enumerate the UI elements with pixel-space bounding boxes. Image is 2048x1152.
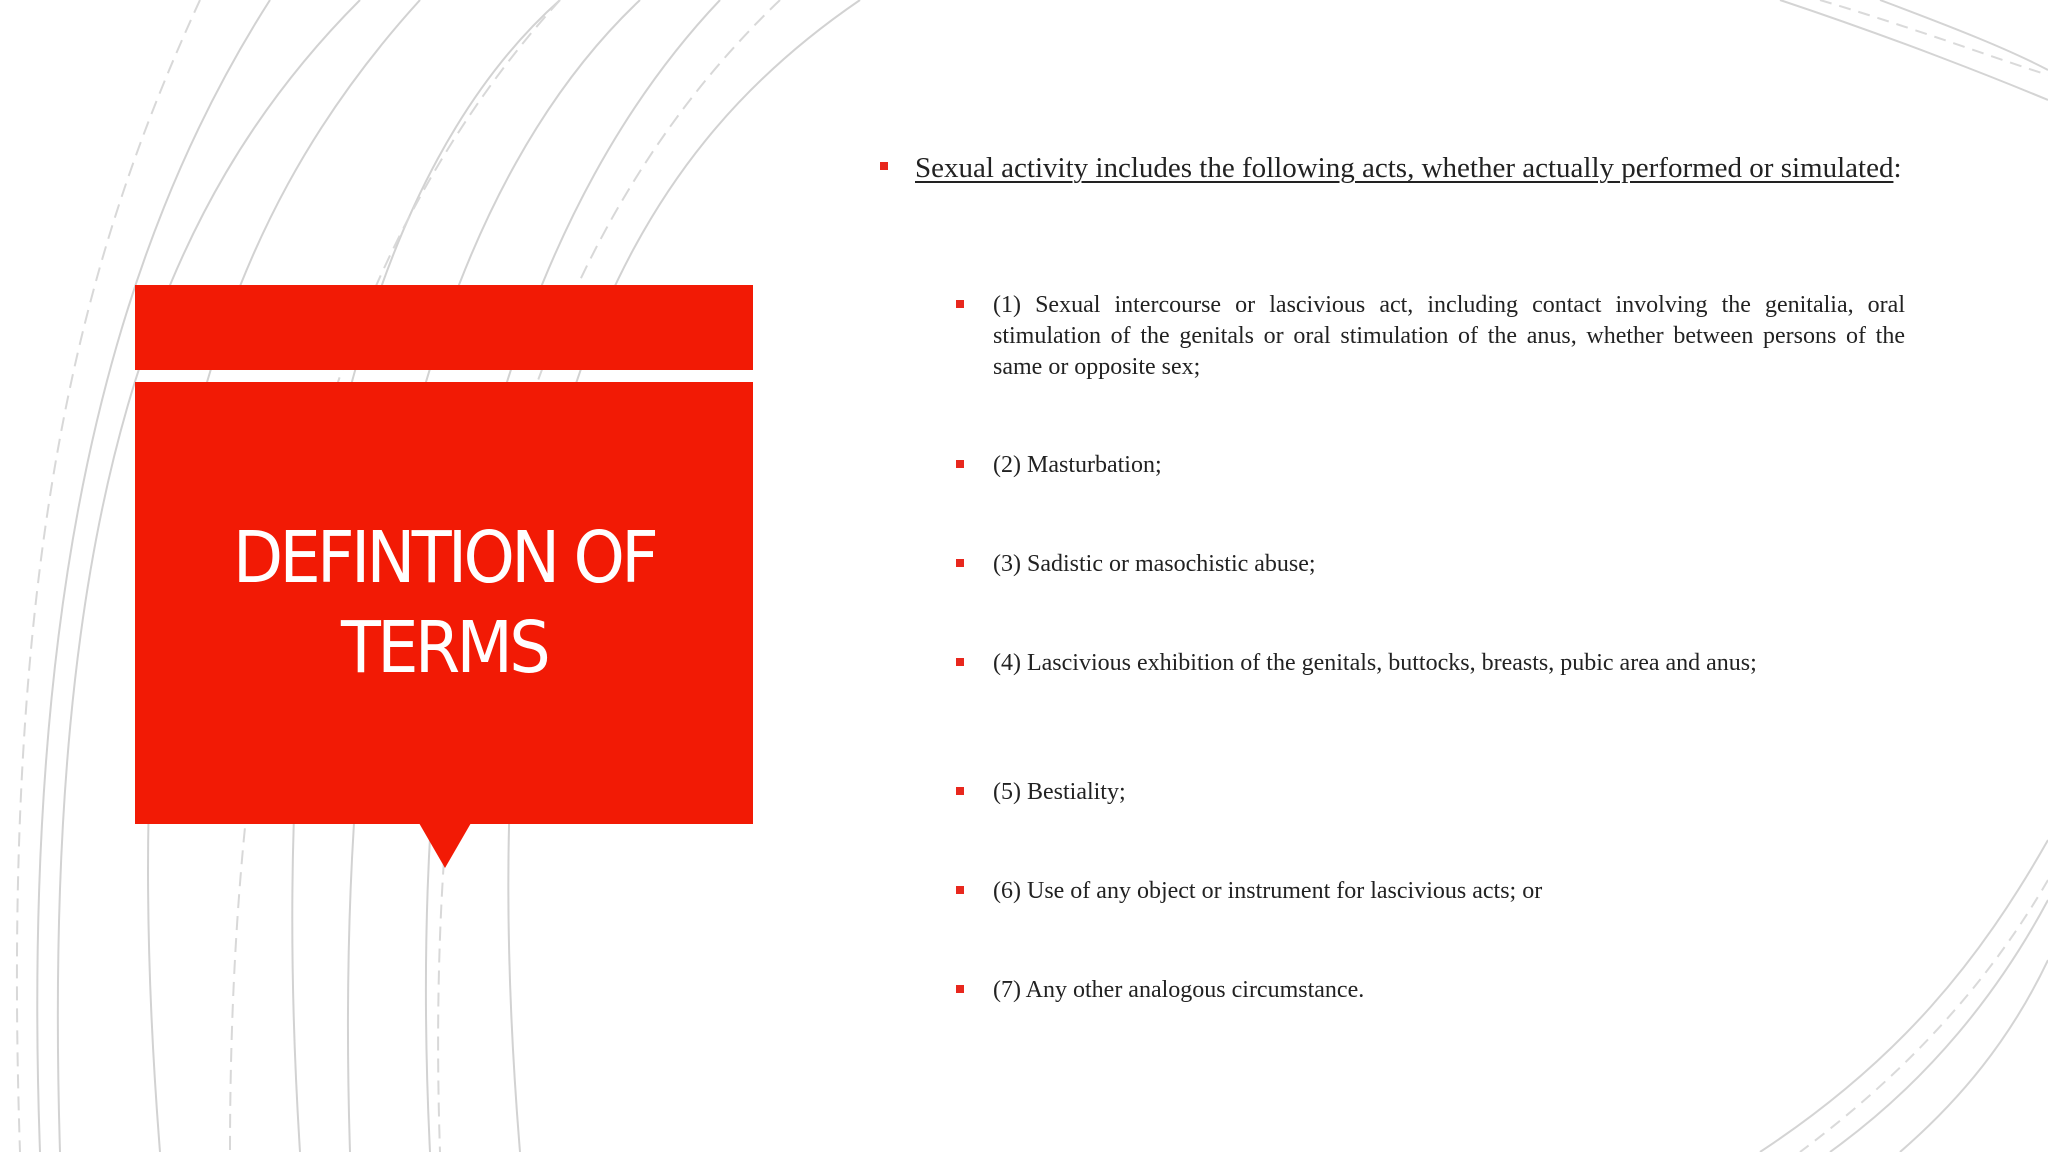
- lead-underlined-text: Sexual activity includes the following acts, whether actually performed or simulated: [915, 152, 1894, 184]
- list-item: (6) Use of any object or instrument for lascivious acts; or: [993, 878, 1543, 904]
- list-item: (4) Lascivious exhibition of the genitals, buttocks, breasts, pubic area and anus;: [993, 650, 1757, 676]
- square-bullet-icon: [956, 460, 964, 468]
- square-bullet-icon: [956, 300, 964, 308]
- list-item: (7) Any other analogous circumstance.: [993, 977, 1365, 1003]
- square-bullet-icon: [956, 787, 964, 795]
- lead-paragraph: [915, 150, 1905, 186]
- square-bullet-icon: [956, 559, 964, 567]
- square-bullet-icon: [956, 658, 964, 666]
- list-item: (1) Sexual intercourse or lascivious act, including contact involving the genitalia, oral stimulation of the genitals or oral stimulation of the anus, whether between persons of the same or opposite sex;: [993, 292, 1905, 380]
- slide-title: DEFINTION OF TERMS: [232, 516, 656, 689]
- list-item: (3) Sadistic or masochistic abuse;: [993, 551, 1316, 577]
- square-bullet-icon: [880, 162, 888, 170]
- lead-suffix: :: [1893, 152, 1902, 184]
- list-item: (2) Masturbation;: [993, 452, 1162, 478]
- list-item: (5) Bestiality;: [993, 779, 1126, 805]
- square-bullet-icon: [956, 886, 964, 894]
- square-bullet-icon: [956, 985, 964, 993]
